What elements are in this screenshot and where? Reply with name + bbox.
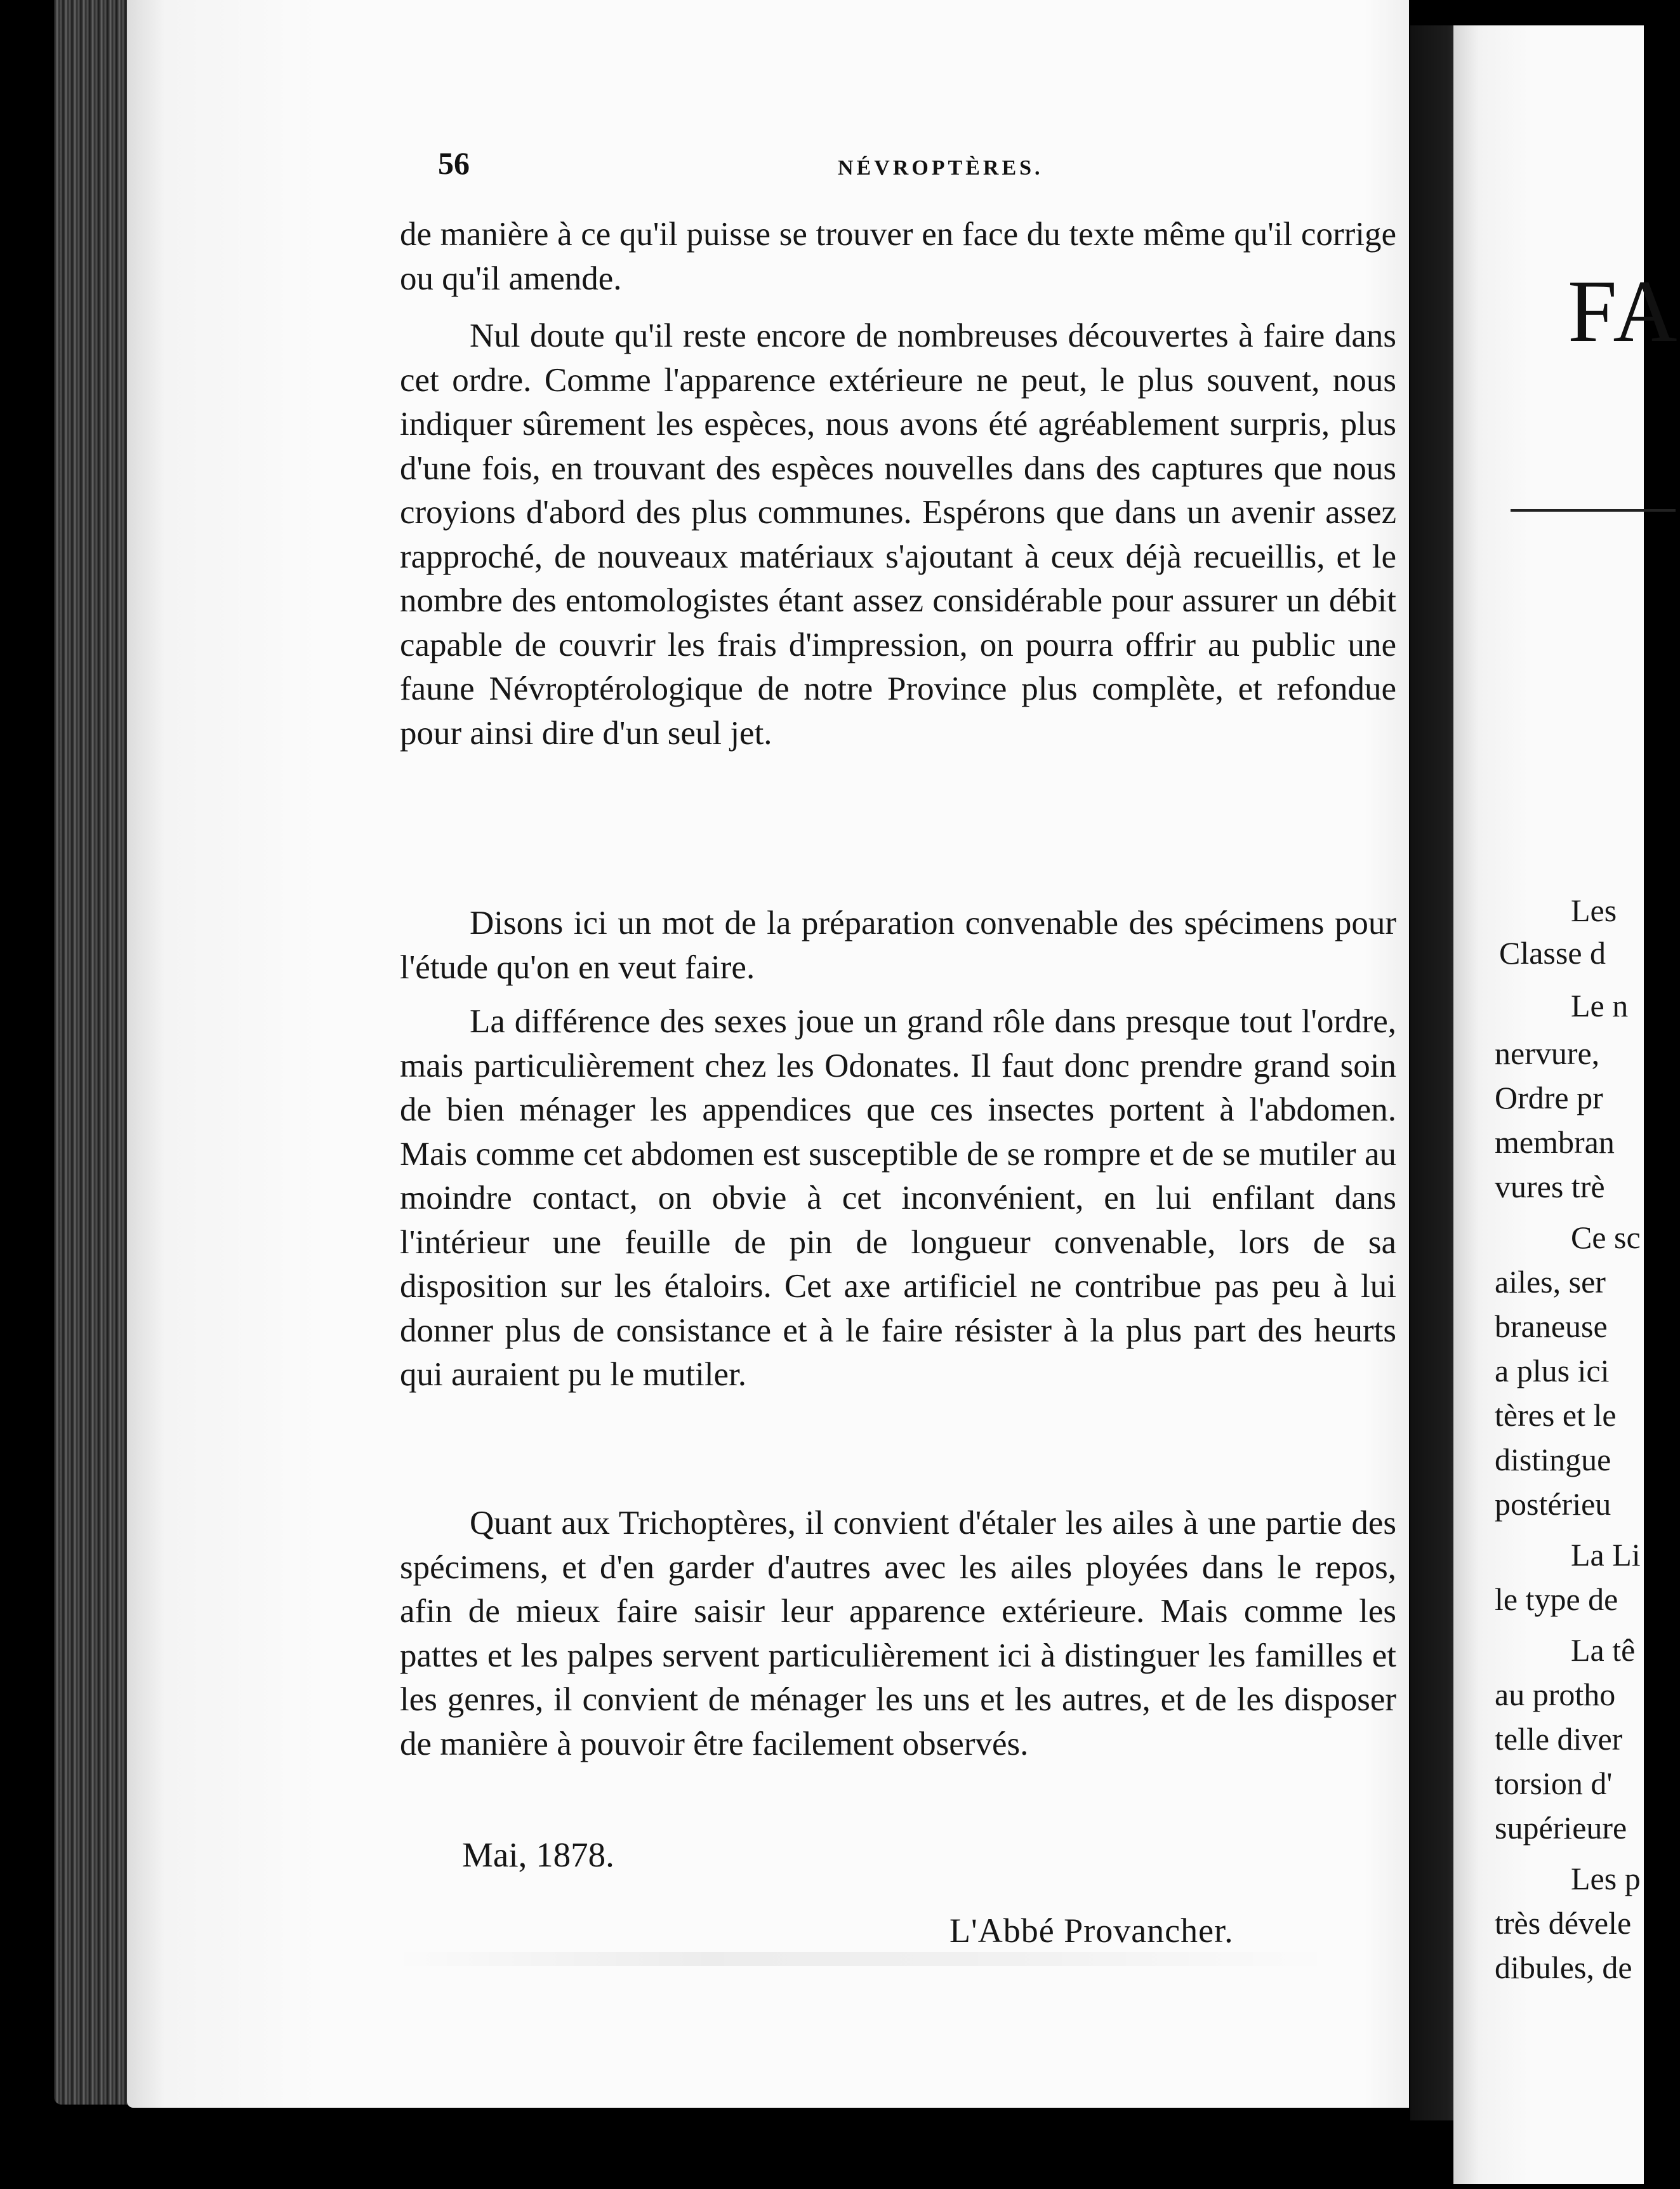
title-rule — [1511, 509, 1676, 512]
right-page-line: vures trè — [1495, 1169, 1605, 1204]
right-page-line: La tê — [1571, 1632, 1636, 1668]
author-signature: L'Abbé Provancher. — [949, 1912, 1234, 1950]
right-page-line: Ce sc — [1571, 1220, 1641, 1255]
right-page-line: distingue — [1495, 1442, 1611, 1477]
right-page-line: telle diver — [1495, 1721, 1623, 1757]
right-page-line: La Li — [1571, 1537, 1641, 1573]
right-page-line: au protho — [1495, 1677, 1616, 1712]
paragraph-text: La différence des sexes joue un grand rôle dans presque tout l'ordre, mais particulièrement chez les Odonates. Il faut donc prendre grand soin de bien ménager les appendices que ces insectes portent à l'abdomen. Mais comme cet abdomen est susceptible de se rompre et de se mutiler au moindre contact, on obvie à cet inconvénient, en lui enfilant dans l'intérieur une feuille de pin de longueur convenable, lors de sa disposition sur les étaloirs. Cet axe artificiel ne contribue pas peu à lui donner plus de consistance et à le faire résister à la plus part des heurts qui auraient pu le mutiler. — [400, 1003, 1396, 1393]
page-header — [438, 133, 1365, 184]
paragraph-text: Disons ici un mot de la préparation convenable des spécimens pour l'étude qu'on en veut faire. — [400, 905, 1396, 986]
page-number: 56 — [438, 145, 470, 181]
right-page-line: le type de — [1495, 1581, 1618, 1617]
paragraph-text: de manière à ce qu'il puisse se trouver en face du texte même qu'il corrige ou qu'il amende. — [400, 216, 1396, 297]
paragraph-text: Quant aux Trichoptères, il convient d'étaler les ailes à une partie des spécimens, et d'en garder d'autres avec les ailes ployées dans le repos, afin de mieux faire saisir leur apparence extérieure. Mais comme les pattes et les palpes servent particulièrement ici à distinguer les familles et les genres, il convient de ménager les uns et les autres, et de les disposer de manière à pouvoir être facilement observés. — [400, 1505, 1396, 1762]
right-page-line: très dévele — [1495, 1905, 1632, 1941]
right-page-line: Les p — [1571, 1861, 1641, 1896]
right-page-line: braneuse — [1495, 1308, 1608, 1344]
right-page-line: nervure, — [1495, 1035, 1600, 1071]
right-page-line: Ordre pr — [1495, 1080, 1603, 1115]
right-page — [1453, 25, 1680, 2184]
date-line: Mai, 1878. — [462, 1835, 614, 1874]
right-page-line: supérieure — [1495, 1810, 1627, 1846]
body-paragraph-4 — [400, 1000, 1396, 1397]
right-page-line: a plus ici — [1495, 1353, 1610, 1388]
right-page-line: Le n — [1571, 988, 1629, 1023]
body-paragraph-2 — [400, 314, 1396, 755]
right-page-line: Les — [1571, 893, 1617, 928]
right-page-line: dibules, de — [1495, 1950, 1632, 1985]
paragraph-text: Nul doute qu'il reste encore de nombreuses découvertes à faire dans cet ordre. Comme l'apparence extérieure ne peut, le plus souvent, nous indiquer sûrement les espèces, nous avons été agréablement surpris, plus d'une fois, en trouvant des espèces nouvelles dans des captures que nous croyions d'abord des plus communes. Espérons que dans un avenir assez rapproché, de nouveaux matériaux s'ajoutant à ceux déjà recueillis, et le nombre des entomologistes étant assez considérable pour assurer un débit capable de couvrir les frais d'impression, on pourra offrir au public une faune Névroptérologique de notre Province plus complète, et refondue pour ainsi dire d'un seul jet. — [400, 317, 1396, 752]
body-paragraph-3 — [400, 902, 1396, 990]
right-page-line: postérieu — [1495, 1486, 1611, 1522]
show-through-smudge — [394, 1952, 1333, 1966]
body-paragraph-1 — [400, 213, 1396, 301]
right-page-line: membran — [1495, 1124, 1615, 1160]
running-head: NÉVROPTÈRES. — [838, 156, 1043, 180]
right-page-line: torsion d' — [1495, 1766, 1613, 1801]
right-page-line: Classe d — [1499, 935, 1606, 971]
body-paragraph-5 — [400, 1501, 1396, 1766]
right-page-line: ailes, ser — [1495, 1264, 1606, 1300]
right-page-title-fragment: FA — [1568, 262, 1680, 361]
right-page-line: tères et le — [1495, 1397, 1617, 1433]
